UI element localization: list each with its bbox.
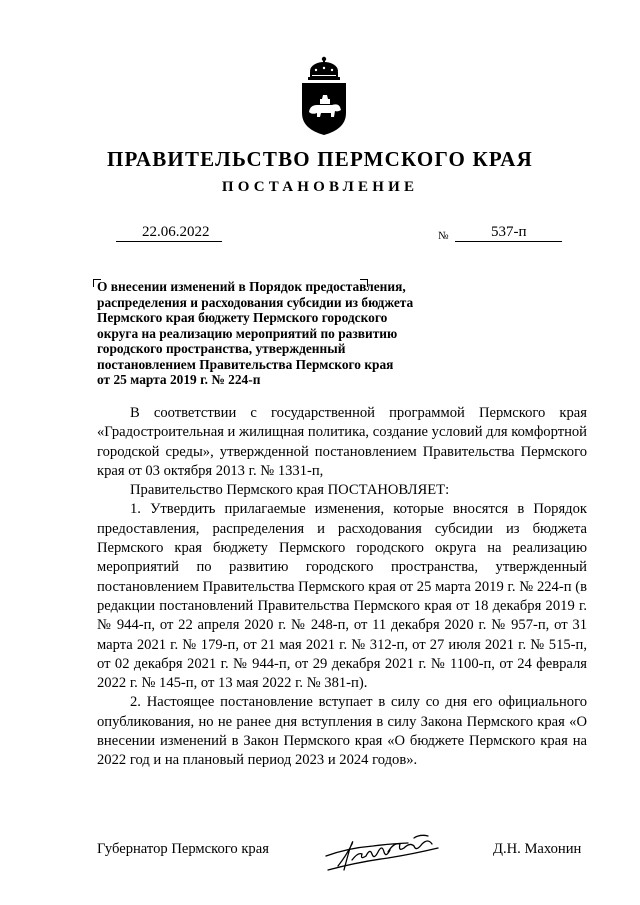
- subject-line: постановлением Правительства Пермского края: [97, 356, 394, 372]
- subject-line: О внесении изменений в Порядок предоставления,: [97, 279, 406, 294]
- document-number: 537-п: [455, 224, 562, 242]
- number-sign: №: [438, 230, 449, 242]
- body-paragraph-item-2: 2. Настоящее постановление вступает в силу со дня его официального опубликования, но не ранее дня вступления в силу Закона Пермского края «О внесении изменений в Закон Пермского края «О бюджете Пермского края на 2022 год и на плановый период 2023 и 2024 годов».: [97, 694, 587, 769]
- subject-line: городского пространства, утвержденный: [97, 341, 346, 356]
- document-date: 22.06.2022: [116, 224, 222, 242]
- document-type: ПОСТАНОВЛЕНИЕ: [221, 179, 419, 195]
- body-paragraph-resolves: Правительство Пермского края ПОСТАНОВЛЯЕТ:: [130, 482, 450, 499]
- coat-of-arms-icon: [294, 55, 354, 137]
- signatory-name: Д.Н. Махонин: [493, 841, 582, 857]
- document-body: [97, 404, 587, 771]
- subject-line: округа на реализацию мероприятий по развитию: [97, 325, 398, 341]
- signature-image: [318, 826, 448, 878]
- body-paragraph-preamble: В соответствии с государственной программой Пермского края «Градостроительная и жилищная политика, создание условий для комфортной городской среды», утвержденной постановлением Правительства Пермского края от 03 октября 2013 г. № 1331-п,: [97, 405, 587, 479]
- organization-name: ПРАВИТЕЛЬСТВО ПЕРМСКОГО КРАЯ: [106, 147, 533, 171]
- subject-line: Пермского края бюджету Пермского городского: [97, 310, 388, 325]
- subject-line: распределения и расходования субсидии из бюджета: [97, 294, 414, 310]
- signatory-title: Губернатор Пермского края: [97, 841, 269, 857]
- document-subject: [97, 279, 487, 388]
- body-paragraph-item-1: 1. Утвердить прилагаемые изменения, которые вносятся в Порядок предоставления, распределения и расходования субсидии из бюджета Пермского края бюджету Пермского городского округа на реализацию мероприятий по развитию городского пространства, утвержденный постановлением Правительства Пермского края от 25 марта 2019 г. № 224-п (в редакции постановлений Правительства Пермского края от 18 декабря 2019 г. № 944-п, от 22 апреля 2020 г. № 248-п, от 11 декабря 2020 г. № 957-п, от 31 марта 2021 г. № 179-п, от 21 мая 2021 г. № 312-п, от 27 июля 2021 г. № 515-п, от 02 декабря 2021 г. № 944-п, от 29 декабря 2021 г. № 1100-п, от 24 февраля 2022 г. № 145-п, от 13 мая 2022 г. № 381-п).: [97, 501, 587, 692]
- subject-line: от 25 марта 2019 г. № 224-п: [97, 372, 261, 387]
